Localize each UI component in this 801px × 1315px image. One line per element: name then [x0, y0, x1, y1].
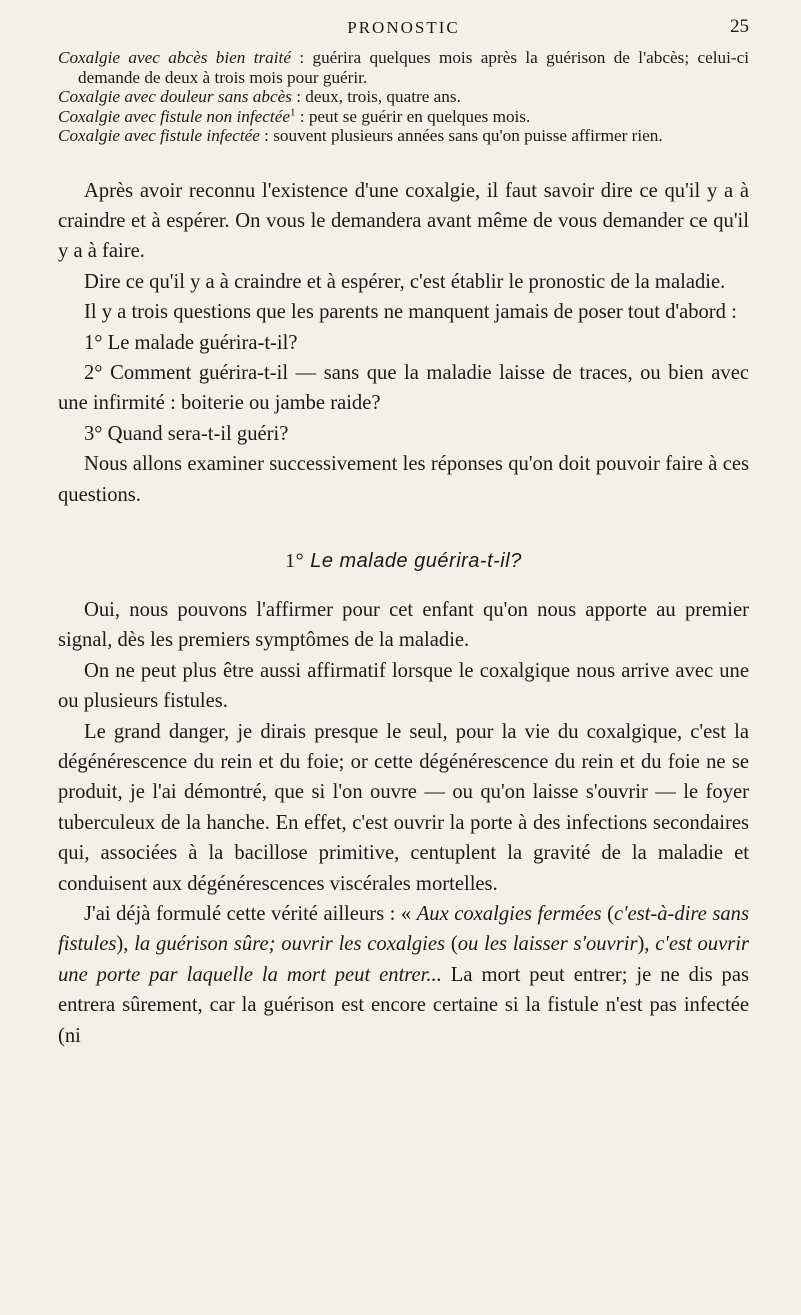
section-number: 1° [285, 549, 305, 572]
quote-run: ou les laisser s'ouvrir [457, 933, 638, 956]
intro-text [58, 176, 749, 510]
summary-text: : souvent plusieurs années sans qu'on puisse affirmer rien. [259, 126, 663, 145]
quote-run: Aux coxalgies fermées [416, 903, 602, 926]
footnote-marker: 1 [289, 105, 296, 118]
question-item: 1° Le malade guérira-t-il? [84, 331, 298, 354]
text-run: La mort peut entrer; je ne dis pas entrera sûrement, car la guérison est encore certaine si la fistule n'est pas infectée (ni [58, 963, 749, 1047]
question-item: 3° Quand sera-t-il guéri? [84, 422, 289, 445]
text-run: ), [637, 933, 656, 956]
text-run: ), [116, 933, 135, 956]
summary-line [58, 107, 749, 127]
paragraph: Le grand danger, je dirais presque le seul, pour la vie du coxalgique, c'est la dégénérescence du rein et du foie; or cette dégénérescence du rein et du foie ne se produit, je l'ai démontré, que si l'on ouvre — ou qu'on laisse s'ouvrir — le foyer tuberculeux de la hanche. En effet, c'est ouvrir la porte à des infections secondaires qui, associées à la bacillose primitive, centuplent la gravité de la maladie et conduisent aux dégénérescences viscérales mortelles. [58, 720, 749, 895]
text-run: ( [601, 903, 614, 926]
summary-line [58, 87, 749, 107]
summary-lead: Coxalgie avec abcès bien traité [58, 48, 291, 67]
paragraph: Après avoir reconnu l'existence d'une coxalgie, il faut savoir dire ce qu'il y a à craindre et à espérer. On vous le demandera avant même de vous demander ce qu'il y a à faire. [58, 179, 749, 263]
summary-text: : peut se guérir en quelques mois. [295, 106, 531, 126]
summary-lead: Coxalgie avec fistule non infectée [58, 106, 290, 126]
quote-run: c'est-à-dire sans fistules [58, 903, 749, 956]
text-run: J'ai déjà formulé cette vérité ailleurs : « [84, 903, 417, 926]
running-head [58, 14, 749, 48]
summary-lead: Coxalgie avec douleur sans abcès [58, 87, 292, 106]
running-title: PRONOSTIC [347, 18, 460, 37]
summary-line [58, 126, 749, 146]
summary-text: : guérira quelques mois après la guérison de l'abcès; celui-ci demande de deux à trois mois pour guérir. [78, 48, 750, 87]
text-run: ( [445, 933, 458, 956]
section-text [58, 595, 749, 1051]
section-heading [58, 550, 749, 573]
page-number: 25 [730, 16, 749, 37]
paragraph: Oui, nous pouvons l'affirmer pour cet enfant qu'on nous apporte au premier signal, dès les premiers symptômes de la maladie. [58, 598, 749, 652]
paragraph: On ne peut plus être aussi affirmatif lorsque le coxalgique nous arrive avec une ou plusieurs fistules. [58, 659, 749, 713]
quote-run: c'est ouvrir une porte par laquelle la mort peut entrer... [58, 933, 749, 986]
summary-line [58, 48, 749, 87]
summary-lead: Coxalgie avec fistule infectée [58, 126, 260, 145]
paragraph: Il y a trois questions que les parents ne manquent jamais de poser tout d'abord : [84, 301, 737, 324]
paragraph: Dire ce qu'il y a à craindre et à espérer, c'est établir le pronostic de la maladie. [84, 270, 726, 293]
paragraph: Nous allons examiner successivement les réponses qu'on doit pouvoir faire à ces questions. [58, 453, 749, 506]
prognosis-summary [58, 48, 749, 146]
quote-run: la guérison sûre; ouvrir les coxalgies [134, 933, 446, 956]
summary-text: : deux, trois, quatre ans. [291, 87, 461, 106]
section-title: Le malade guérira-t-il? [310, 549, 522, 572]
question-item: 2° Comment guérira-t-il — sans que la maladie laisse de traces, ou bien avec une infirmité : boiterie ou jambe raide? [58, 361, 749, 415]
paragraph-with-quote [58, 899, 749, 1051]
